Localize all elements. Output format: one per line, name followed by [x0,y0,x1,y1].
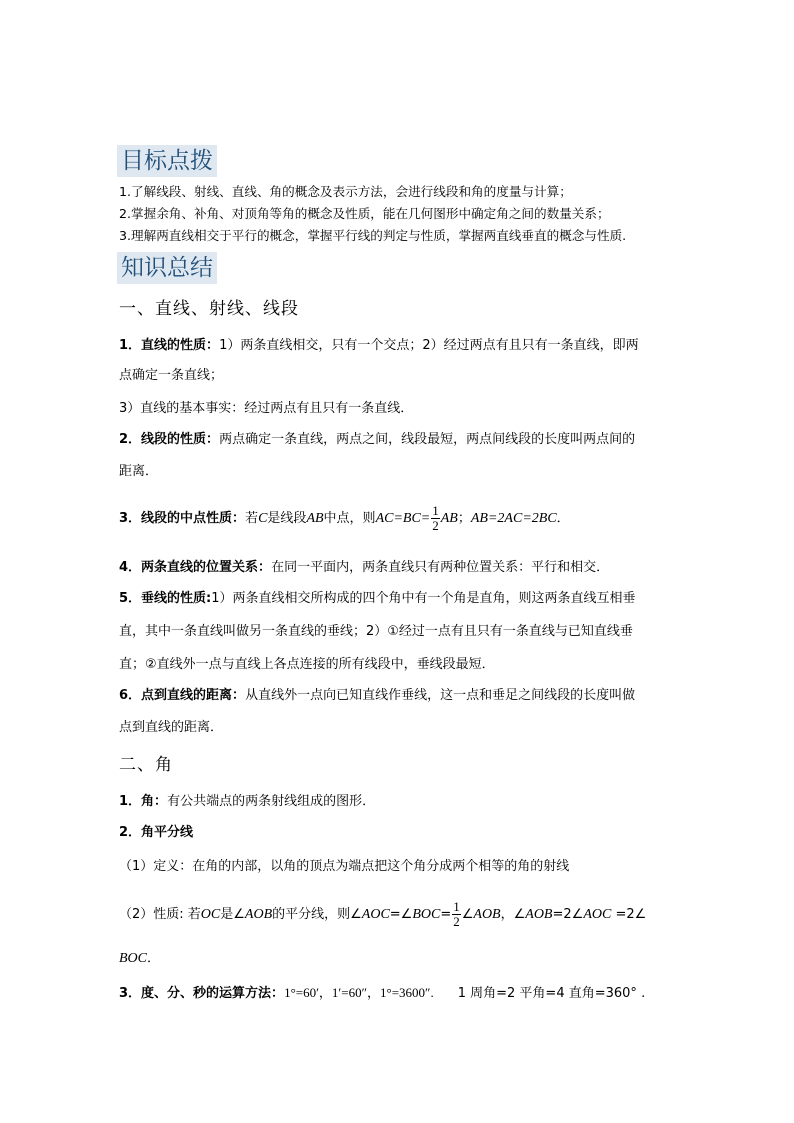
text: ∠ [461,907,474,922]
item-number: 3． [119,511,142,526]
text: 的平分线，则∠ [272,907,362,922]
item-text-2: 1 周角=2 平角=4 直角=360° . [457,986,646,1001]
item-text: 1）两条直线相交所构成的四个角中有一个角是直角，则这两条直线互相垂 [211,591,636,606]
item-3 [119,504,679,533]
text: =2∠ [552,907,584,922]
part1-title: 一、直线、射线、线段 [119,299,299,319]
text: （2）性质: 若 [119,907,201,922]
math-var: OC [200,907,221,922]
angle-item-2 [119,824,679,842]
bisector-definition: （1）定义：在角的内部，以角的顶点为端点把这个角分成两个相等的角的射线 [119,859,570,874]
angle-item-1 [119,793,679,811]
item-label: 线段的中点性质： [141,511,246,526]
fraction-numerator: 1 [453,899,460,914]
item-label: 直线的性质： [141,338,220,353]
item-label: 角： [141,794,168,809]
goal-2: 2.掌握余角、补角、对顶角等角的概念及性质，能在几何图形中确定角之间的数量关系； [119,206,610,221]
item-text: 两点确定一条直线，两点之间，线段最短，两点间线段的长度叫两点间的 [219,432,636,447]
math-expr: AC=BC= [375,511,431,526]
text: =∠ [389,907,413,922]
item-text: 1）两条直线相交，只有一个交点；2）经过两点有且只有一条直线，即两 [219,338,639,353]
bisector-property [119,900,646,929]
item-label: 度、分、秒的运算方法： [141,986,285,1001]
math-var: AOB [244,907,273,922]
item-label: 点到直线的距离： [141,688,246,703]
item-4 [119,559,679,577]
text: = [440,907,452,922]
item-1-line2: 点确定一条直线； [119,368,224,383]
item-number: 2． [119,432,142,447]
item-number: 3． [119,986,142,1001]
math-var: AOC [583,907,612,922]
item-label: 垂线的性质: [141,591,212,606]
math-var: BOC [119,951,147,966]
math-expr: AB=2AC=2BC [470,511,557,526]
math-var: AOC [361,907,390,922]
math-var: BOC [412,907,441,922]
item-text: 在同一平面内，两条直线只有两种位置关系：平行和相交． [271,560,610,575]
goal-1: 1.了解线段、射线、直线、角的概念及表示方法，会进行线段和角的度量与计算； [119,184,572,199]
item-text: 1°=60′，1′=60″，1°=3600″. [284,985,434,1000]
text: ． [556,511,570,526]
fraction-denominator: 2 [453,914,460,929]
item-text: 有公共端点的两条射线组成的图形． [167,794,376,809]
text: ； [457,511,471,526]
text: ． [147,951,161,966]
math-var: AB [306,511,324,526]
fraction [431,504,440,533]
item-label: 两条直线的位置关系： [141,560,272,575]
item-number: 2． [119,825,142,840]
text: ，∠ [500,907,526,922]
item-5-line2: 直，其中一条直线叫做另一条直线的垂线；2）①经过一点有且只有一条直线与已知直线垂 [119,624,633,639]
item-number: 1． [119,794,142,809]
item-label: 角平分线 [141,825,194,840]
angle-item-3 [119,984,679,1003]
goal-3: 3.理解两直线相交于平行的概念，掌握平行线的判定与性质，掌握两直线垂直的概念与性质. [119,228,627,243]
item-2-line2: 距离． [119,464,159,479]
item-number: 4． [119,560,142,575]
math-var: C [258,511,268,526]
math-var: AOB [473,907,501,922]
item-number: 1． [119,338,142,353]
fraction-numerator: 1 [432,503,439,518]
bisector-property-cont [119,950,160,968]
text: =2∠ [611,907,647,922]
item-6-line2: 点到直线的距离． [119,720,224,735]
item-number: 5． [119,591,142,606]
math-var: AOB [525,907,553,922]
item-6-line1 [119,687,679,705]
text: 中点，则 [323,511,376,526]
item-2-line1 [119,431,679,449]
part2-title: 二、角 [119,755,173,775]
text: 若 [245,511,259,526]
item-5-line1 [119,590,679,608]
item-number: 6． [119,688,142,703]
text: 是线段 [267,511,307,526]
item-label: 线段的性质： [141,432,220,447]
goals-heading: 目标点拨 [117,145,217,177]
item-1-line3: 3）直线的基本事实：经过两点有且只有一条直线． [119,401,414,416]
item-text: 从直线外一点向已知直线作垂线，这一点和垂足之间线段的长度叫做 [245,688,636,703]
text: 是∠ [220,907,245,922]
fraction-denominator: 2 [432,518,439,533]
math-var: AB [440,511,458,526]
item-5-line3: 直；②直线外一点与直线上各点连接的所有线段中，垂线段最短． [119,657,495,672]
summary-heading: 知识总结 [117,252,217,284]
item-1-line1 [119,337,679,355]
fraction [452,900,461,929]
